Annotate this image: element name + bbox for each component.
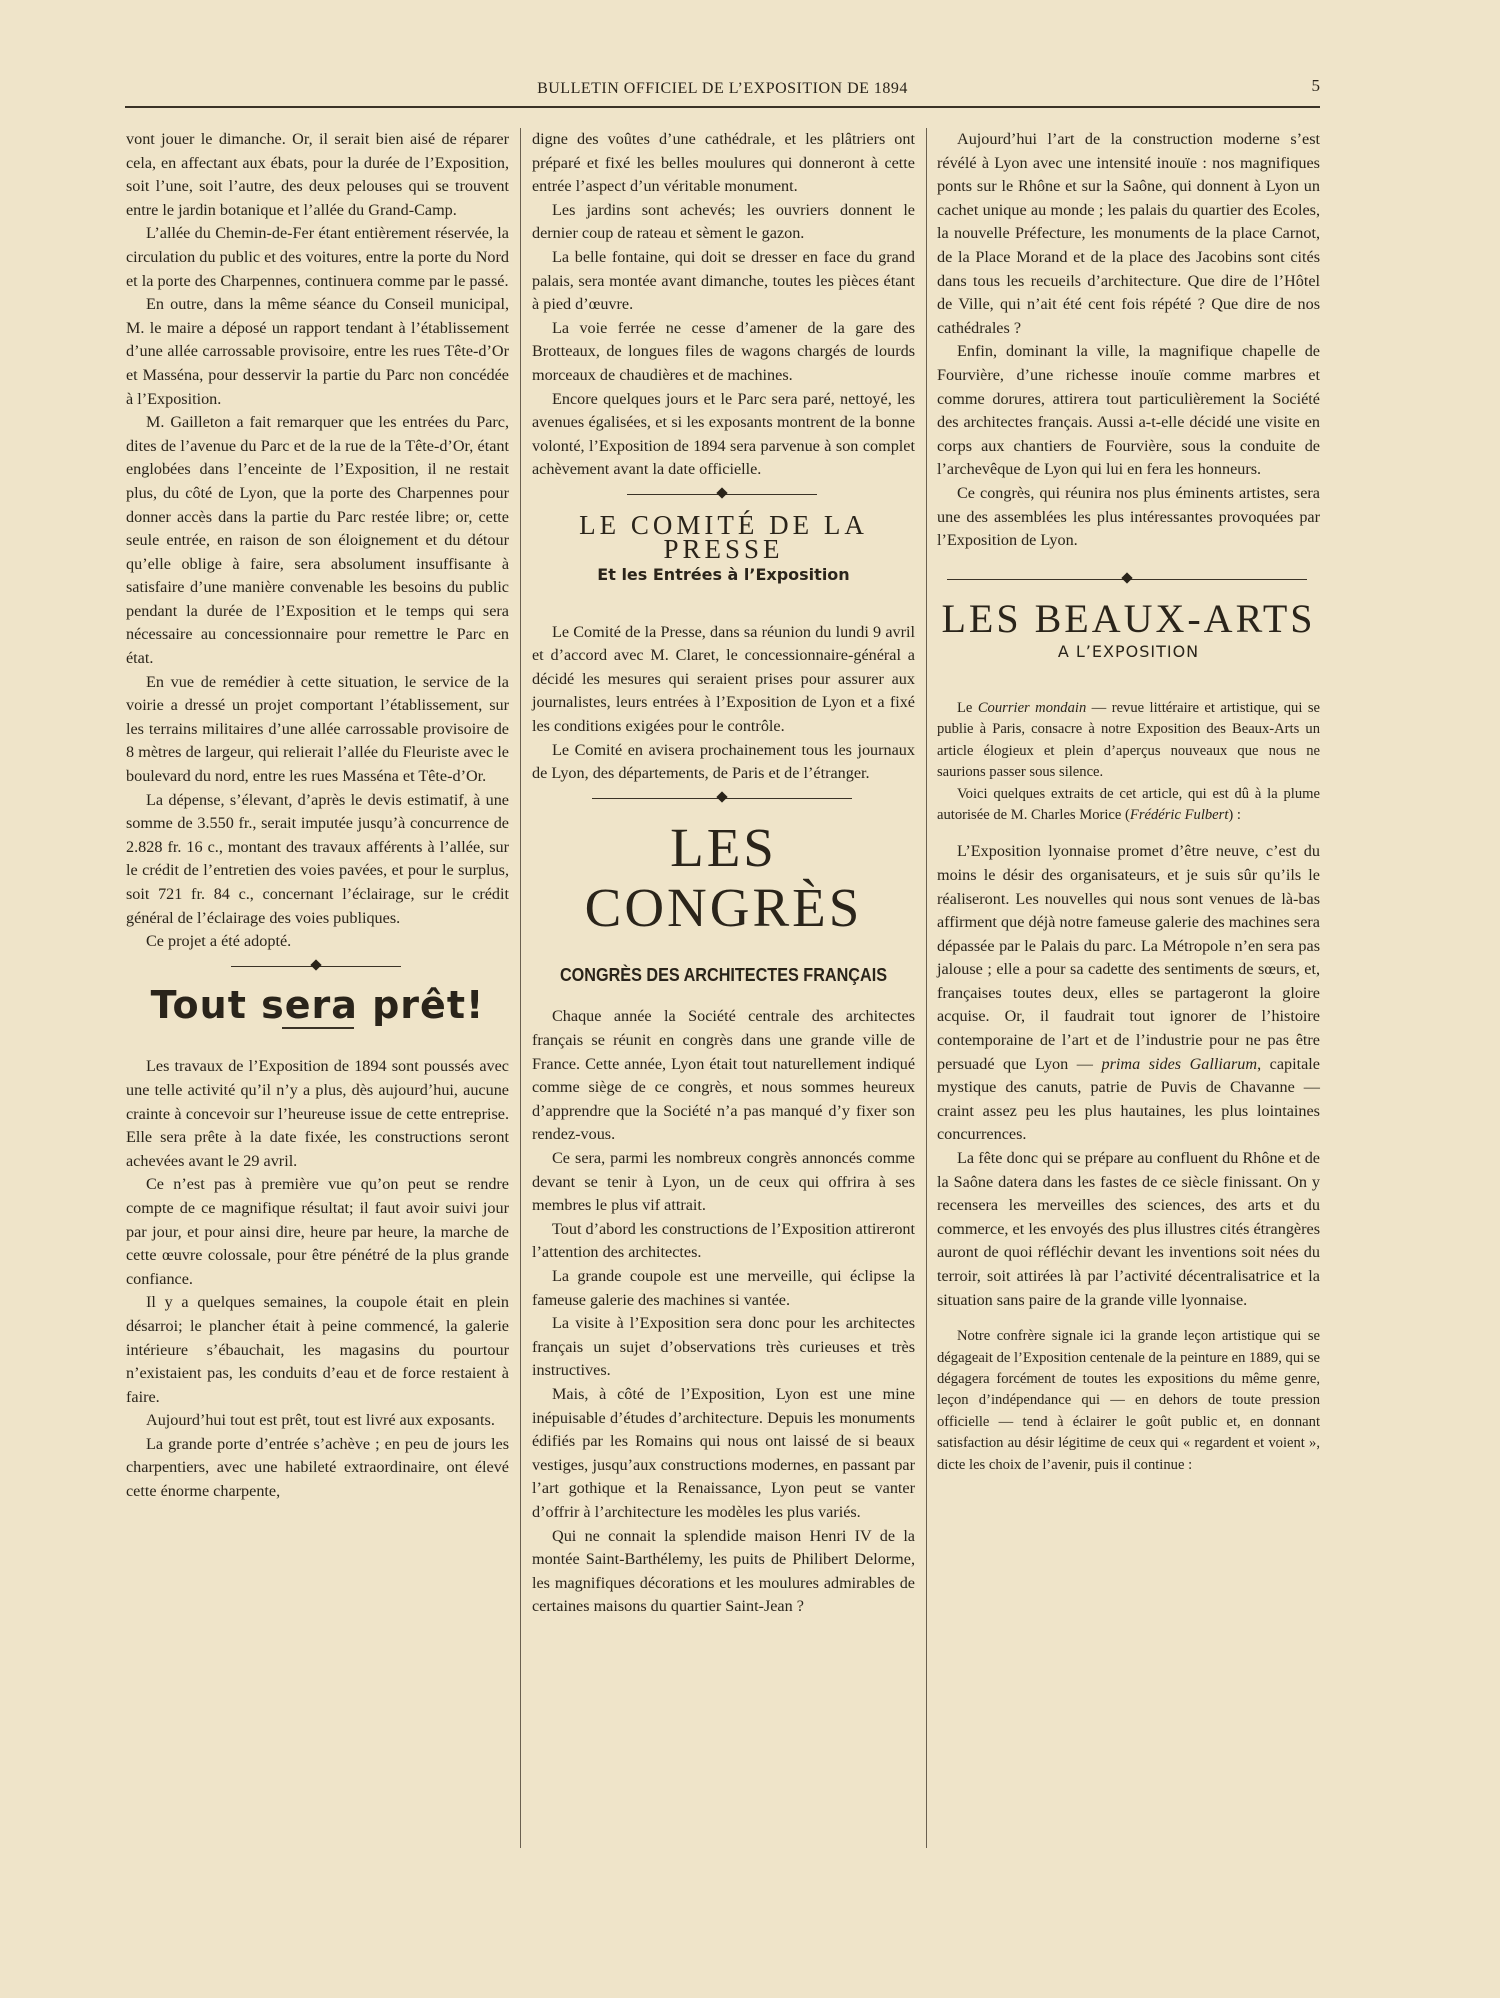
paragraph: Voici quelques extraits de cet article, qui est dû à la plume autorisée de M. Charles Morice (Frédéric Fulbert) : [937, 785, 1320, 823]
paragraph: Le Comité de la Presse, dans sa réunion du lundi 9 avril et d’accord avec M. Claret, le concessionnaire-général a décidé les mesures qui seraient prises pour assurer aux journalistes, leurs entrées à l’Exposition de Lyon et a fixé les conditions exigées pour le contrôle. [532, 622, 915, 736]
paragraph: Ce congrès, qui réunira nos plus éminents artistes, sera une des assemblées les plus intéressantes provoquées par l’Exposition de Lyon. [937, 483, 1320, 550]
paragraph: La voie ferrée ne cesse d’amener de la gare des Brotteaux, de longues files de wagons chargés de lourds morceaux de chaudières et de machines. [532, 318, 915, 384]
section-separator [532, 482, 915, 508]
section-separator [937, 567, 1320, 593]
subheading-a-lexposition: A L’EXPOSITION [1057, 642, 1200, 662]
paragraph: Encore quelques jours et le Parc sera paré, nettoyé, les avenues égalisées, et si les exposants montrent de la bonne volonté, l’Exposition de 1894 sera parvenue à son complet achèvement avant la date officielle. [532, 389, 915, 479]
emphasis: Courrier mondain [977, 699, 1087, 716]
paragraph: Notre confrère signale ici la grande leçon artistique qui se dégageait de l’Exposition centenale de la peinture en 1889, qui se dégagera forcément de toutes les expositions du même genre, leçon d’indépendance qui — en dehors de toute pression officielle — tend à éclairer le goût public et, en donnant satisfaction au désir légitime de ceux qui « regardent et voient », dicte les choix de l’avenir, puis il continue : [937, 1328, 1320, 1473]
paragraph: Chaque année la Société centrale des architectes français se réunit en congrès dans une grande ville de France. Cette année, Lyon était tout naturellement indiqué comme siège de ce congrès, et nous sommes heureux d’apprendre que la Société n’a pas manqué d’y fixer son rendez-vous. [532, 1007, 915, 1144]
emphasis: prima sides Galliarum [1101, 1054, 1258, 1073]
paragraph: La grande coupole est une merveille, qui éclipse la fameuse galerie des machines si vantée. [532, 1266, 915, 1309]
bulletin-title: BULLETIN OFFICIEL DE L’EXPOSITION DE 1894 [537, 80, 908, 97]
page-number: 5 [1311, 76, 1320, 95]
paragraph: Enfin, dominant la ville, la magnifique chapelle de Fourvière, d’une richesse inouïe comme marbres et comme dorures, attirera tout particulièrement la Société des architectes français. Aussi a-t-elle décidé une visite en corps aux chantiers de Fourvière, sous la conduite de l’archevêque de Lyon qui lui en fera les honneurs. [937, 342, 1320, 479]
subheading-congres-architectes: CONGRÈS DES ARCHITECTES FRANÇAIS [559, 964, 888, 985]
column-divider [520, 128, 521, 1848]
column-2 [532, 128, 915, 1619]
heading-comite-presse: LE COMITÉ DE LA PRESSE [579, 509, 868, 564]
subheading-entrees: Et les Entrées à l’Exposition [597, 565, 850, 585]
paragraph: Aujourd’hui l’art de la construction moderne s’est révélé à Lyon avec une intensité inouïe : nos magnifiques ponts sur le Rhône et sur la Saône, qui donnent à Lyon un cachet unique au monde ; les palais du quartier des Ecoles, la nouvelle Préfecture, les monuments de la place Carnot, de la Place Morand et de la place des Jacobins sont cités dans tous les recueils d’architecture. Que dire de l’Hôtel de Ville, qui n’ait été cent fois répété ? Que dire de nos cathédrales ? [937, 130, 1320, 337]
paragraph: Aujourd’hui tout est prêt, tout est livré aux exposants. [146, 1411, 495, 1430]
paragraph: Ce n’est pas à première vue qu’on peut se rendre compte de ce magnifique résultat; il faut avoir suivi jour par jour, et pour ainsi dire, heure par heure, la marche de cette œuvre colossale, pour être pénétré de la plus grande confiance. [126, 1175, 509, 1288]
paragraph: Les jardins sont achevés; les ouvriers donnent le dernier coup de rateau et sèment le gazon. [532, 200, 915, 243]
column-1 [126, 128, 509, 1504]
paragraph: En outre, dans la même séance du Conseil municipal, M. le maire a déposé un rapport tendant à l’établissement d’une allée carrossable provisoire, entre les rues Tête-d’Or et Masséna, pour desservir la partie du Parc non concédée à l’Exposition. [126, 295, 509, 408]
heading-les-congres: LES CONGRÈS [584, 816, 863, 938]
paragraph: Qui ne connait la splendide maison Henri IV de la montée Saint-Barthélemy, les puits de Philibert Delorme, les magnifiques décorations et les moulures admirables de certaines maisons du quartier Saint-Jean ? [532, 1526, 915, 1616]
paragraph: Mais, à côté de l’Exposition, Lyon est une mine inépuisable d’études d’architecture. Depuis les monuments édifiés par les Romains qui nous ont laissé de si beaux vestiges, jusqu’aux constructions modernes, en passant par l’art gothique et la Renaissance, Lyon peut se vanter d’offrir à l’architecture les modèles les plus variés. [532, 1384, 915, 1521]
paragraph: Ce sera, parmi les nombreux congrès annoncés comme devant se tenir à Lyon, un de ceux qui offrira à ses membres le plus vif attrait. [532, 1149, 915, 1215]
paragraph: La dépense, s’élevant, d’après le devis estimatif, à une somme de 3.550 fr., serait imputée jusqu’à concurrence de 2.828 fr. 16 c., montant des travaux afférents à l’allée, sur le crédit de l’entretien des voies pavées, et pour le surplus, soit 721 fr. 84 c., concernant l’éclairage, sur le crédit général de l’éclairage des voies publiques. [126, 790, 509, 927]
paragraph: vont jouer le dimanche. Or, il serait bien aisé de réparer cela, en affectant aux ébats, pour la durée de l’Exposition, soit l’une, soit l’autre, des deux pelouses qui se trouvent entre le jardin botanique et l’allée du Grand-Camp. [126, 130, 509, 219]
section-separator [532, 786, 915, 812]
paragraph: L’allée du Chemin-de-Fer étant entièrement réservée, la circulation du public et des voitures, entre la porte du Nord et la porte des Charpennes, continuera comme par le passé. [126, 224, 509, 290]
paragraph: Tout d’abord les constructions de l’Exposition attireront l’attention des architectes. [532, 1219, 916, 1262]
running-header [125, 78, 1320, 108]
emphasis: Frédéric Fulbert [1129, 806, 1229, 823]
paragraph: Le Comité en avisera prochainement tous les journaux de Lyon, des départements, de Paris et de l’étranger. [532, 740, 915, 783]
paragraph: Les travaux de l’Exposition de 1894 sont poussés avec une telle activité qu’il n’y a plus, dès aujourd’hui, aucune crainte à concevoir sur l’heureuse issue de cette entreprise. Elle sera prête à la date fixée, les constructions seront achevées avant le 29 avril. [126, 1057, 509, 1170]
paragraph: L’Exposition lyonnaise promet d’être neuve, c’est du moins le désir des organisateurs, et je suis sûr qu’ils le réaliseront. Les nouvelles qui nous sont venues de là-bas affirment que déjà notre fameuse galerie des machines sera dépassée par le Palais du parc. La Métropole n’en sera pas jalouse ; elle a pour sa cadette des sentiments de sœurs, et, françaises toutes deux, elles se partageront la gloire acquise. Or, il faudrait tout ignorer de l’histoire contemporaine de l’art et de l’industrie pour ne pas être persuadé que Lyon — prima sides Galliarum, capitale mystique des canuts, patrie de Puvis de Chavanne — craint assez peu les plus hautaines, les plus lointaines concurrences. [937, 842, 1320, 1144]
paragraph: En vue de remédier à cette situation, le service de la voirie a dressé un projet comportant l’établissement, sur les terrains militaires d’une allée carrossable provisoire de 8 mètres de largeur, qui relierait l’allée du Fleuriste avec le boulevard du nord, entre les rues Masséna et Tête-d’Or. [126, 672, 509, 786]
heading-tout-sera-pret: Tout sera prêt! [150, 982, 485, 1027]
paragraph: Ce projet a été adopté. [146, 932, 292, 951]
column-divider [926, 128, 927, 1848]
paragraph: M. Gailleton a fait remarquer que les entrées du Parc, dites de l’avenue du Parc et de la rue de la Tête-d’Or, étant englobées dans l’enceinte de l’Exposition, il ne restait plus, du côté de Lyon, que la porte des Charpennes pour donner accès dans la partie du Parc restée libre; or, cette seule entrée, en raison de son éloignement et du détour qu’elle oblige à faire, sera absolument insuffisante à satisfaire d’une manière convenable les besoins du public pendant la durée de l’Exposition et le temps qui sera nécessaire au concessionnaire pour remettre le Parc en état. [126, 413, 509, 668]
paragraph: La belle fontaine, qui doit se dresser en face du grand palais, sera montée avant dimanche, toutes les pièces étant à pied d’œuvre. [532, 247, 915, 314]
section-separator [126, 954, 509, 980]
column-3 [937, 128, 1320, 1476]
paragraph: La fête donc qui se prépare au confluent du Rhône et de la Saône datera dans les fastes de ce siècle finissant. On y recensera les merveilles des sciences, des arts et du commerce, et les envoyés des plus illustres cités étrangères auront de quoi réfléchir devant les inventions soit nées du terroir, soit attirées là par l’activité décentralisatrice et la situation sans paire de la grande ville lyonnaise. [937, 1149, 1320, 1309]
paragraph: Il y a quelques semaines, la coupole était en plein désarroi; le plancher était à peine commencé, la galerie intérieure s’ébauchait, les magasins du pourtour n’existaient pas, les conduits d’eau et de force restaient à faire. [126, 1293, 509, 1406]
paragraph: Le Courrier mondain — revue littéraire et artistique, qui se publie à Paris, consacre à notre Exposition des Beaux-Arts un article élogieux et plein d’aperçus nouveaux que nous ne saurions passer sous silence. [937, 699, 1321, 781]
paragraph: La visite à l’Exposition sera donc pour les architectes français un sujet d’observations très curieuses et très instructives. [532, 1314, 915, 1380]
paragraph: La grande porte d’entrée s’achève ; en peu de jours les charpentiers, avec une habileté extraordinaire, ont élevé cette énorme charpente, [126, 1434, 509, 1501]
heading-beaux-arts: LES BEAUX-ARTS [941, 595, 1316, 641]
heading-underline [282, 1027, 354, 1029]
paragraph: digne des voûtes d’une cathédrale, et les plâtriers ont préparé et fixé les belles moulures qui donneront à cette entrée l’aspect d’un véritable monument. [532, 130, 915, 196]
